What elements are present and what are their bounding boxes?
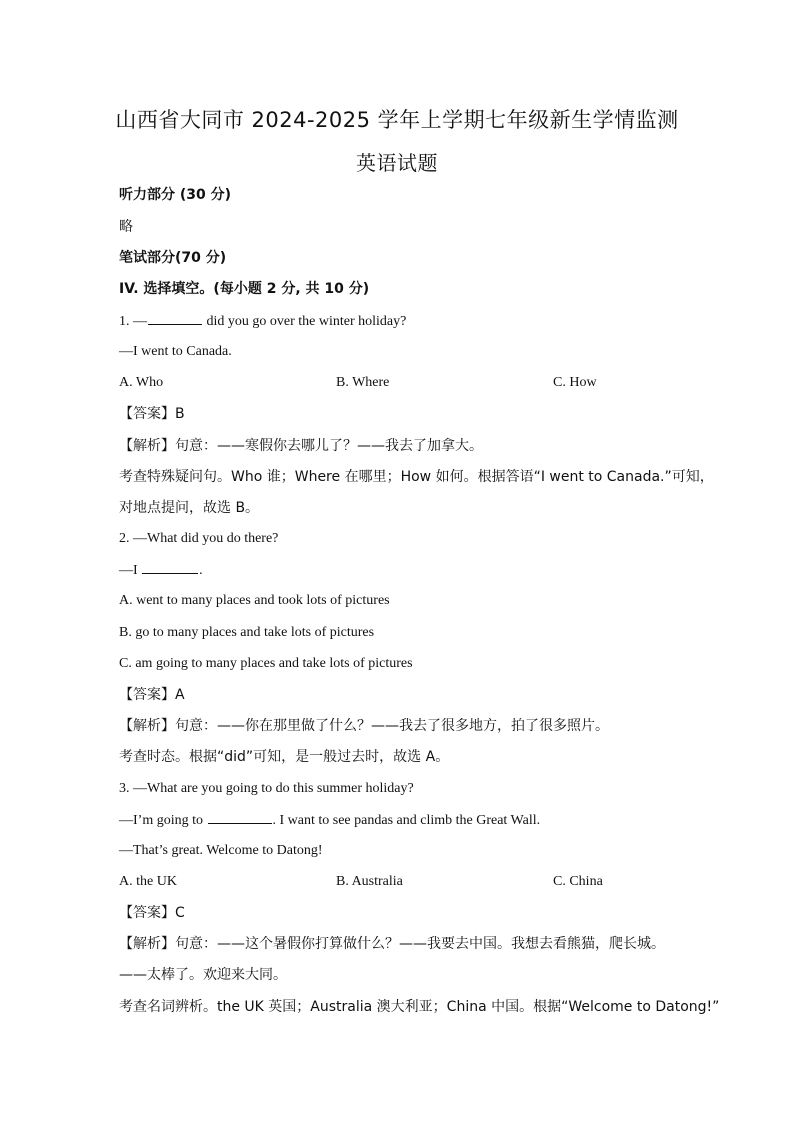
q2-stem: 2. —What did you do there? (119, 531, 279, 546)
q1-option-c: C. How (553, 375, 597, 390)
q2-answer: 【答案】A (119, 687, 185, 703)
q3-stem: 3. —What are you going to do this summer holiday? (119, 781, 414, 796)
q1-option-a: A. Who (119, 375, 164, 390)
q1-stem (119, 312, 406, 331)
q2-option-a: A. went to many places and took lots of pictures (119, 593, 390, 608)
q2-reply-suffix: . (199, 563, 203, 578)
q2-analysis-line1: 【解析】句意：——你在那里做了什么？——我去了很多地方，拍了很多照片。 (119, 718, 609, 734)
q3-reply-prefix: —I’m going to (119, 813, 207, 828)
listening-section-body: 略 (119, 219, 133, 235)
exam-title: 山西省大同市 2024-2025 学年上学期七年级新生学情监测 (115, 108, 679, 132)
listening-section-header: 听力部分 (30 分) (119, 187, 232, 203)
q3-option-b: B. Australia (336, 874, 403, 889)
q2-reply (119, 561, 203, 580)
q2-analysis-line2: 考查时态。根据“did”可知，是一般过去时，故选 A。 (119, 749, 450, 765)
written-section-header: 笔试部分(70 分) (119, 250, 227, 266)
q3-option-c: C. China (553, 874, 603, 889)
q3-reply-suffix: . I want to see pandas and climb the Great Wall. (272, 813, 541, 828)
q3-reply2: —That’s great. Welcome to Datong! (119, 843, 323, 858)
q3-option-a: A. the UK (119, 874, 177, 889)
q1-analysis-line3: 对地点提问，故选 B。 (119, 500, 260, 516)
part4-header: IV. 选择填空。(每小题 2 分, 共 10 分) (119, 281, 370, 297)
q1-answer: 【答案】B (119, 406, 185, 422)
q1-blank (148, 312, 202, 325)
q1-stem-prefix: 1. — (119, 314, 147, 329)
q2-option-c: C. am going to many places and take lots of pictures (119, 656, 413, 671)
q1-reply: —I went to Canada. (119, 344, 232, 359)
q1-analysis-line2: 考查特殊疑问句。Who 谁；Where 在哪里；How 如何。根据答语“I went to Canada.”可知， (119, 469, 714, 485)
q1-analysis-line1: 【解析】句意：——寒假你去哪儿了？——我去了加拿大。 (119, 438, 483, 454)
q3-blank (208, 811, 272, 824)
q1-option-b: B. Where (336, 375, 390, 390)
q3-analysis-line2: ——太棒了。欢迎来大同。 (119, 967, 287, 983)
q3-reply (119, 811, 540, 830)
q3-analysis-line1: 【解析】句意：——这个暑假你打算做什么？——我要去中国。我想去看熊猫，爬长城。 (119, 936, 665, 952)
q2-reply-prefix: —I (119, 563, 142, 578)
q3-answer: 【答案】C (119, 905, 185, 921)
q1-stem-suffix: did you go over the winter holiday? (203, 314, 407, 329)
q2-option-b: B. go to many places and take lots of pictures (119, 625, 375, 640)
exam-subtitle: 英语试题 (356, 151, 438, 175)
q2-blank (142, 561, 198, 574)
q3-analysis-line3: 考查名词辨析。the UK 英国；Australia 澳大利亚；China 中国。根据“Welcome to Datong!” (119, 999, 720, 1015)
